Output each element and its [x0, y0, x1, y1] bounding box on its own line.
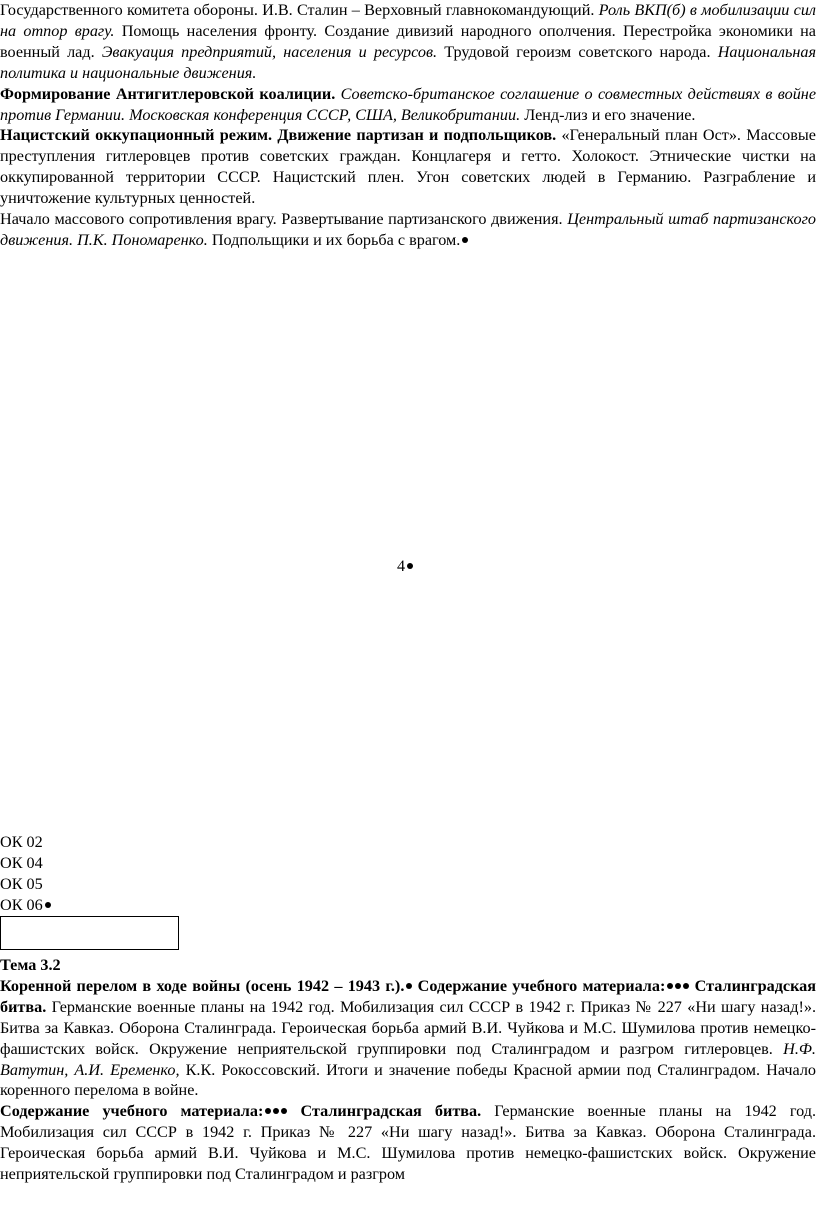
- competency-code: ОК 04: [0, 854, 43, 872]
- paragraph-resistance: [0, 209, 816, 251]
- bullet-dot-icon: [265, 1108, 271, 1114]
- section-heading: Нацистский оккупационный режим. Движение партизан и подпольщиков.: [0, 126, 557, 145]
- bullet-dot-icon: [45, 902, 51, 908]
- italic-text: Эвакуация предприятий, населения и ресурсов.: [94, 42, 438, 61]
- section-heading: Сталинградская битва.: [287, 1102, 482, 1121]
- text: Помощь населения фронту. Создание дивизий народного ополчения. Перестройка экономики на военный лад.: [0, 21, 816, 61]
- text: Германские военные планы на 1942 год. Мобилизация сил СССР в 1942 г. Приказ № 227 «Ни шагу назад!». Битва за Кавказ. Оборона Сталинграда. Героическая борьба армий В.И. Чуйкова и М.С. Шумилова против немецко-фашистских войск. Окружение неприятельской группировки под Сталинградом и разгром: [0, 1102, 816, 1184]
- topic-title: Коренной перелом в ходе войны (осень 1942 – 1943 г.).: [0, 976, 405, 995]
- bullet-dot-icon: [462, 237, 468, 243]
- italic-text: Советско-британское соглашение о совместных действиях в войне против Германии. Московская конференция СССР, США, Великобритании.: [0, 84, 816, 124]
- page-number: [397, 556, 413, 577]
- empty-table-cell: [0, 916, 179, 950]
- paragraph-topic-content: [0, 976, 816, 1101]
- competency-codes: [0, 832, 51, 916]
- italic-text: Центральный штаб партизанского движения. П.К. Пономаренко.: [0, 210, 816, 249]
- text: Германские военные планы на 1942 год. Мобилизация сил СССР в 1942 г. Приказ № 227 «Ни шагу назад!». Битва за Кавказ. Оборона Сталинграда. Героическая борьба армий В.И. Чуйкова и М.С. Шумилова против немецко-фашистских войск. Окружение неприятельской группировки под Сталинградом и разгром гитлеровцев.: [0, 997, 816, 1058]
- text: «Генеральный план Ост». Массовые преступления гитлеровцев против советских граждан. Концлагеря и гетто. Холокост. Этнические чистки на оккупированной территории СССР. Нацистский плен. Угон советских людей в Германию. Разграбление и уничтожение культурных ценностей.: [0, 126, 816, 208]
- bullet-dot-icon: [407, 563, 413, 569]
- document-top: [0, 0, 816, 251]
- text: Государственного комитета обороны. И.В. Сталин – Верховный главнокомандующий.: [0, 1, 595, 19]
- paragraph-mobilization: [0, 0, 816, 84]
- document-bottom: [0, 955, 816, 1185]
- italic-text: Национальная политика и национальные движения.: [0, 42, 816, 82]
- bullet-dot-icon: [273, 1108, 279, 1114]
- topic-label: [0, 955, 816, 976]
- text: Трудовой героизм советского народа.: [437, 42, 711, 61]
- text: К.К. Рокоссовский. Итоги и значение победы Красной армии под Сталинградом. Начало коренного перелома в войне.: [0, 1060, 816, 1100]
- competency-code-text: ОК 06: [0, 896, 43, 914]
- paragraph-occupation: [0, 125, 816, 209]
- competency-code: ОК 02: [0, 833, 43, 851]
- text: Ленд-лиз и его значение.: [520, 105, 696, 124]
- content-label: Содержание учебного материала:: [0, 1102, 264, 1121]
- paragraph-content-repeat: [0, 1101, 816, 1185]
- section-heading: Сталинградская битва.: [0, 976, 816, 1016]
- bullet-dot-icon: [675, 983, 681, 989]
- topic-text: Тема 3.2: [0, 956, 61, 974]
- content-label: Содержание учебного материала:: [412, 976, 666, 995]
- competency-code: ОК 05: [0, 875, 43, 893]
- paragraph-coalition: [0, 84, 816, 126]
- competency-code: [0, 895, 51, 916]
- italic-text: Роль ВКП(б) в мобилизации сил на отпор врагу.: [0, 1, 816, 40]
- section-heading: Формирование Антигитлеровской коалиции.: [0, 84, 336, 103]
- text: Подпольщики и их борьба с врагом.: [207, 230, 461, 249]
- italic-text: Н.Ф. Ватутин, А.И. Еременко,: [0, 1039, 816, 1079]
- text: Начало массового сопротивления врагу. Развертывание партизанского движения.: [0, 210, 563, 229]
- bullet-dot-icon: [667, 983, 673, 989]
- page-number-text: 4: [397, 557, 406, 575]
